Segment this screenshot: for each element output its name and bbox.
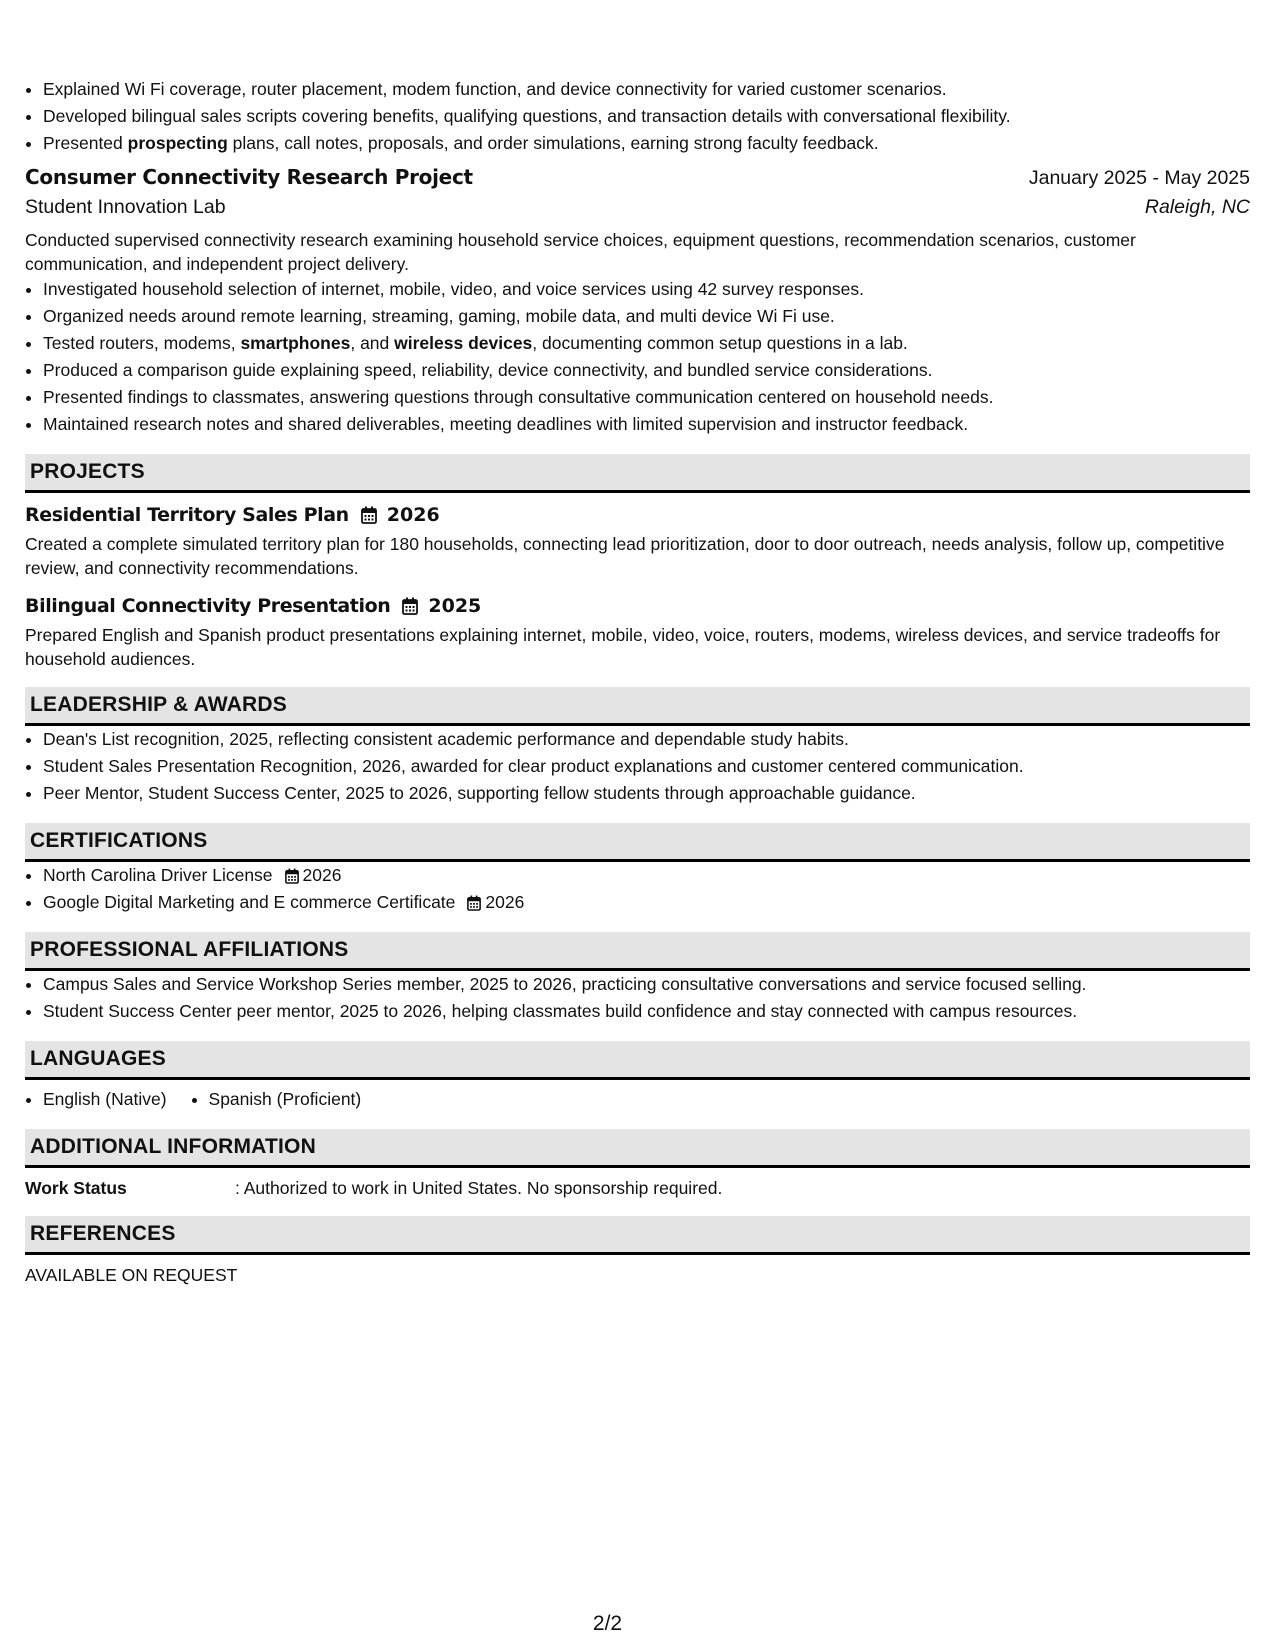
section-header-references (25, 1216, 1250, 1255)
section-title: PROJECTS (30, 460, 145, 483)
project-title: Residential Territory Sales Plan (25, 504, 349, 526)
certification-year: 2026 (485, 892, 525, 912)
list-item: • Investigated household selection of internet, mobile, video, and voice services using 42 survey responses. (43, 276, 1250, 303)
project-description: Prepared English and Spanish product presentations explaining internet, mobile, video, voice, routers, modems, wireless devices, and service tradeoffs for household audiences. (25, 625, 1221, 669)
project-title: Bilingual Connectivity Presentation (25, 595, 391, 617)
calendar-icon (285, 868, 299, 884)
resume-page (25, 76, 1250, 1287)
language-item: Spanish (Proficient) (208, 1089, 362, 1109)
experience-entry-header (25, 165, 1250, 190)
leadership-list (25, 726, 1250, 807)
section-header-projects (25, 454, 1250, 493)
list-item: • Student Success Center peer mentor, 2025 to 2026, helping classmates build confidence and stay connected with campus resources. (43, 998, 1250, 1025)
project-year: 2026 (386, 504, 440, 526)
list-item: • Tested routers, modems, smartphones, and wireless devices, documenting common setup questions in a lab. (43, 330, 1250, 357)
section-header-languages (25, 1041, 1250, 1080)
language-item: English (Native) (43, 1089, 167, 1109)
list-item: • Dean's List recognition, 2025, reflecting consistent academic performance and dependable study habits. (43, 726, 1250, 753)
project-header (25, 592, 1250, 620)
experience-organization: Student Innovation Lab (25, 196, 226, 218)
experience-location: Raleigh, NC (1144, 196, 1250, 218)
list-item: • Produced a comparison guide explaining speed, reliability, device connectivity, and bundled service considerations. (43, 357, 1250, 384)
section-title: LEADERSHIP & AWARDS (30, 693, 287, 716)
section-title: LANGUAGES (30, 1047, 166, 1070)
project-description: Created a complete simulated territory plan for 180 households, connecting lead prioritization, door to door outreach, needs analysis, follow up, competitive review, and connectivity recommendations. (25, 534, 1225, 578)
experience-dates: January 2025 - May 2025 (1028, 167, 1250, 189)
section-title: REFERENCES (30, 1222, 176, 1245)
section-title: PROFESSIONAL AFFILIATIONS (30, 938, 349, 961)
previous-entry-bullets (25, 76, 1250, 157)
experience-bullets (25, 276, 1250, 438)
page-number: 2/2 (592, 1612, 623, 1635)
list-item: • Maintained research notes and shared deliverables, meeting deadlines with limited supervision and instructor feedback. (43, 411, 1250, 438)
calendar-icon (361, 506, 377, 524)
work-status-row (25, 1176, 1250, 1200)
certifications-list (25, 862, 1250, 916)
list-item: • Presented prospecting plans, call notes, proposals, and order simulations, earning strong faculty feedback. (43, 130, 1250, 157)
affiliations-list (25, 971, 1250, 1025)
certification-year: 2026 (302, 865, 342, 885)
list-item: • Peer Mentor, Student Success Center, 2025 to 2026, supporting fellow students through approachable guidance. (43, 780, 1250, 807)
experience-entry-subheader (25, 196, 1250, 219)
work-status-label: Work Status (25, 1178, 127, 1198)
experience-title: Consumer Connectivity Research Project (25, 165, 473, 189)
list-item: • Organized needs around remote learning, streaming, gaming, mobile data, and multi device Wi Fi use. (43, 303, 1250, 330)
list-item: • Campus Sales and Service Workshop Series member, 2025 to 2026, practicing consultative conversations and service focused selling. (43, 971, 1250, 998)
section-header-additional (25, 1129, 1250, 1168)
list-item (43, 862, 1250, 889)
experience-summary: Conducted supervised connectivity research examining household service choices, equipment questions, recommendation scenarios, customer communication, and independent project delivery. (25, 230, 1136, 274)
certification-name: North Carolina Driver License (43, 865, 273, 885)
list-item: • Student Sales Presentation Recognition, 2026, awarded for clear product explanations and customer centered communication. (43, 753, 1250, 780)
section-title: CERTIFICATIONS (30, 829, 208, 852)
list-item: • Developed bilingual sales scripts covering benefits, qualifying questions, and transaction details with conversational flexibility. (43, 103, 1250, 130)
list-item: • Explained Wi Fi coverage, router placement, modem function, and device connectivity for varied customer scenarios. (43, 76, 1250, 103)
section-header-affiliations (25, 932, 1250, 971)
list-item (43, 889, 1250, 916)
project-header (25, 501, 1250, 529)
section-header-leadership (25, 687, 1250, 726)
calendar-icon (467, 895, 481, 911)
calendar-icon (402, 597, 418, 615)
list-item: • Presented findings to classmates, answering questions through consultative communication centered on household needs. (43, 384, 1250, 411)
section-title: ADDITIONAL INFORMATION (30, 1135, 316, 1158)
references-text: AVAILABLE ON REQUEST (25, 1265, 238, 1285)
languages-list (25, 1086, 1250, 1113)
certification-name: Google Digital Marketing and E commerce Certificate (43, 892, 456, 912)
project-year: 2025 (428, 595, 482, 617)
section-header-certifications (25, 823, 1250, 862)
work-status-value: : Authorized to work in United States. No sponsorship required. (235, 1178, 723, 1198)
